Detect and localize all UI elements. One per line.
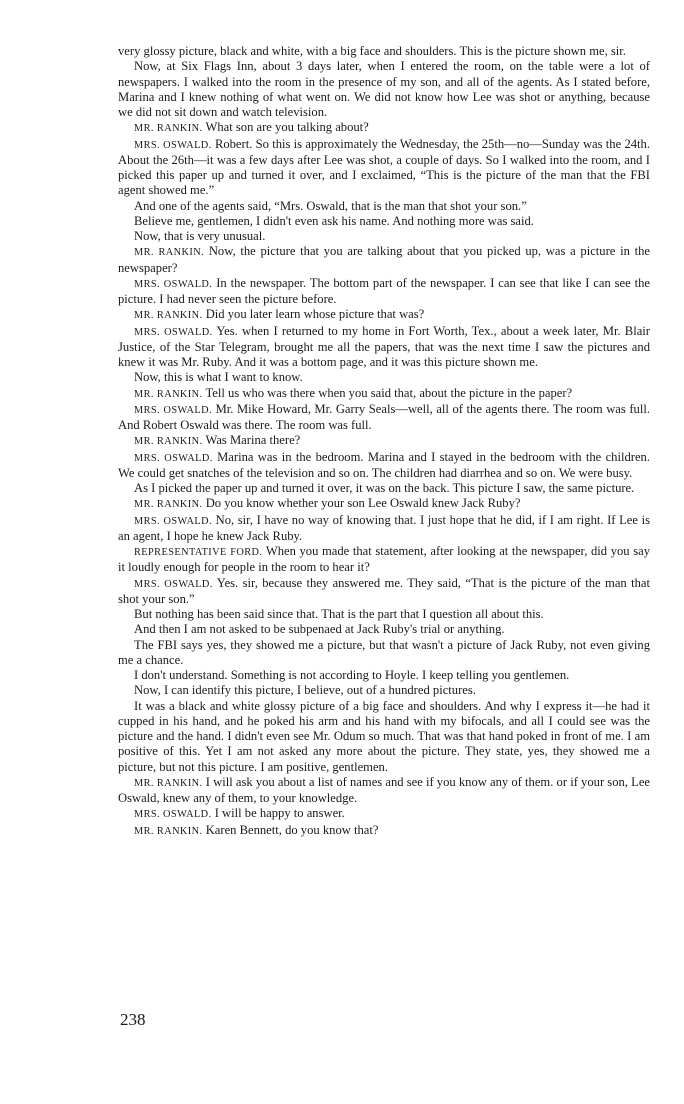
paragraph: And then I am not asked to be subpenaed at Jack Ruby's trial or anything. (134, 622, 505, 637)
paragraph: MRS. OSWALD. In the newspaper. The bottom part of the newspaper. I can see that like I can see the picture. I had never seen the picture before. (118, 275, 651, 306)
paragraph: Believe me, gentlemen, I didn't even ask his name. And nothing more was said. (134, 213, 534, 228)
speaker-label: MR. RANKIN. (134, 310, 203, 322)
speaker-label: MR. RANKIN. (134, 388, 203, 400)
speaker-label: MRS. OSWALD. (134, 278, 213, 290)
speaker-label: REPRESENTATIVE FORD. (134, 547, 263, 558)
paragraph: MRS. OSWALD. Mr. Mike Howard, Mr. Garry Seals—well, all of the agents there. The room was full. And Robert Oswald was there. The room was full. (118, 401, 650, 432)
speaker-label: MR. RANKIN. (134, 825, 203, 837)
paragraph: MR. RANKIN. Karen Bennett, do you know that? (134, 822, 379, 837)
paragraph: The FBI says yes, they showed me a picture, but that wasn't a picture of Jack Ruby, not even giving me a chance. (118, 637, 650, 667)
paragraph: Now, I can identify this picture, I believe, out of a hundred pictures. (134, 683, 476, 698)
speaker-label: MRS. OSWALD. (134, 578, 213, 590)
paragraph: MR. RANKIN. I will ask you about a list of names and see if you know any of them. or if your son, Lee Oswald, knew any of them, to your knowledge. (118, 774, 650, 805)
paragraph: Now, that is very unusual. (134, 229, 266, 243)
paragraph: And one of the agents said, “Mrs. Oswald, that is the man that shot your son.” (134, 198, 527, 213)
paragraph: But nothing has been said since that. That is the part that I question all about this. (134, 607, 544, 621)
paragraph: MR. RANKIN. Did you later learn whose picture that was? (134, 307, 425, 322)
paragraph: I don't understand. Something is not according to Hoyle. I keep telling you gentlemen. (134, 668, 570, 682)
paragraph: MR. RANKIN. Now, the picture that you are talking about that you picked up, was a picture in the newspaper? (118, 244, 650, 275)
paragraph: As I picked the paper up and turned it over, it was on the back. This picture I saw, the same picture. (134, 481, 635, 495)
speaker-label: MRS. OSWALD. (134, 809, 212, 821)
speaker-label: MRS. OSWALD. (134, 326, 213, 338)
paragraph: very glossy picture, black and white, with a big face and shoulders. This is the picture shown me, sir. (118, 44, 626, 58)
paragraph: Now, this is what I want to know. (134, 370, 303, 385)
paragraph: MRS. OSWALD. Yes. sir, because they answered me. They said, “That is the picture of the man that shot your son.” (118, 575, 650, 606)
paragraph: MR. RANKIN. What son are you talking about? (134, 120, 369, 135)
speaker-label: MR. RANKIN. (134, 123, 203, 135)
paragraph: REPRESENTATIVE FORD. When you made that statement, after looking at the newspaper, did you say it loudly enough for people in the room to hear it? (118, 544, 651, 575)
speaker-label: MR. RANKIN. (134, 777, 203, 789)
paragraph: MRS. OSWALD. No, sir, I have no way of knowing that. I just hope that he did, if I am right. If Lee is an agent, I hope he knew Jack Ruby. (118, 512, 650, 543)
speaker-label: MR. RANKIN. (134, 499, 203, 511)
paragraph: MRS. OSWALD. I will be happy to answer. (134, 806, 345, 821)
paragraph: It was a black and white glossy picture of a big face and shoulders. And why I express it—he had it cupped in his hand, and he poked his arm and his hand with my bifocals, and all I could see was the picture and the hand. I didn't even see Mr. Odum so much. That was that hand poked in front of me. I am positive of this. Yet I am not asked any more about the picture. They state, yes, they showed me a picture, but not this picture. I am positive, gentlemen. (118, 698, 650, 774)
speaker-label: MRS. OSWALD. (134, 404, 212, 416)
speaker-label: MR. RANKIN. (134, 436, 203, 448)
speaker-label: MRS. OSWALD. (134, 452, 213, 464)
paragraph: MRS. OSWALD. Marina was in the bedroom. Marina and I stayed in the bedroom with the children. We could get snatches of the television and so on. The children had diarrhea and so on. We were busy. (118, 449, 650, 480)
paragraph: MR. RANKIN. Do you know whether your son Lee Oswald knew Jack Ruby? (134, 496, 521, 511)
paragraph: MR. RANKIN. Was Marina there? (134, 433, 301, 448)
page-number: 238 (120, 1010, 146, 1029)
paragraph: MR. RANKIN. Tell us who was there when you said that, about the picture in the paper? (134, 385, 573, 400)
speaker-label: MRS. OSWALD. (134, 139, 212, 151)
paragraph: Now, at Six Flags Inn, about 3 days later, when I entered the room, on the table were a lot of newspapers. I walked into the room in the presence of my son, and all of the agents. As I stated before, Marina and I knew nothing of what went on. We did not know how Lee was shot or anything, because we did not sit down and watch television. (118, 59, 650, 119)
paragraph: MRS. OSWALD. Yes. when I returned to my home in Fort Worth, Tex., about a week later, Mr. Blair Justice, of the Star Telegram, brought me all the papers, that was the next time I saw the pictures and knew it was Mr. Ruby. And it was a bottom page, and it was this picture shown me. (118, 323, 650, 369)
transcript-page (118, 44, 650, 839)
speaker-label: MRS. OSWALD. (134, 515, 213, 527)
paragraph: MRS. OSWALD. Robert. So this is approximately the Wednesday, the 25th—no—Sunday was the 24th. About the 26th—it was a few days after Lee was shot, a couple of days. So I walked into the room, and I picked this paper up and turned it over, and I exclaimed, “This is the picture of the man that the FBI agent showed me.” (118, 136, 650, 198)
speaker-label: MR. RANKIN. (134, 247, 205, 259)
